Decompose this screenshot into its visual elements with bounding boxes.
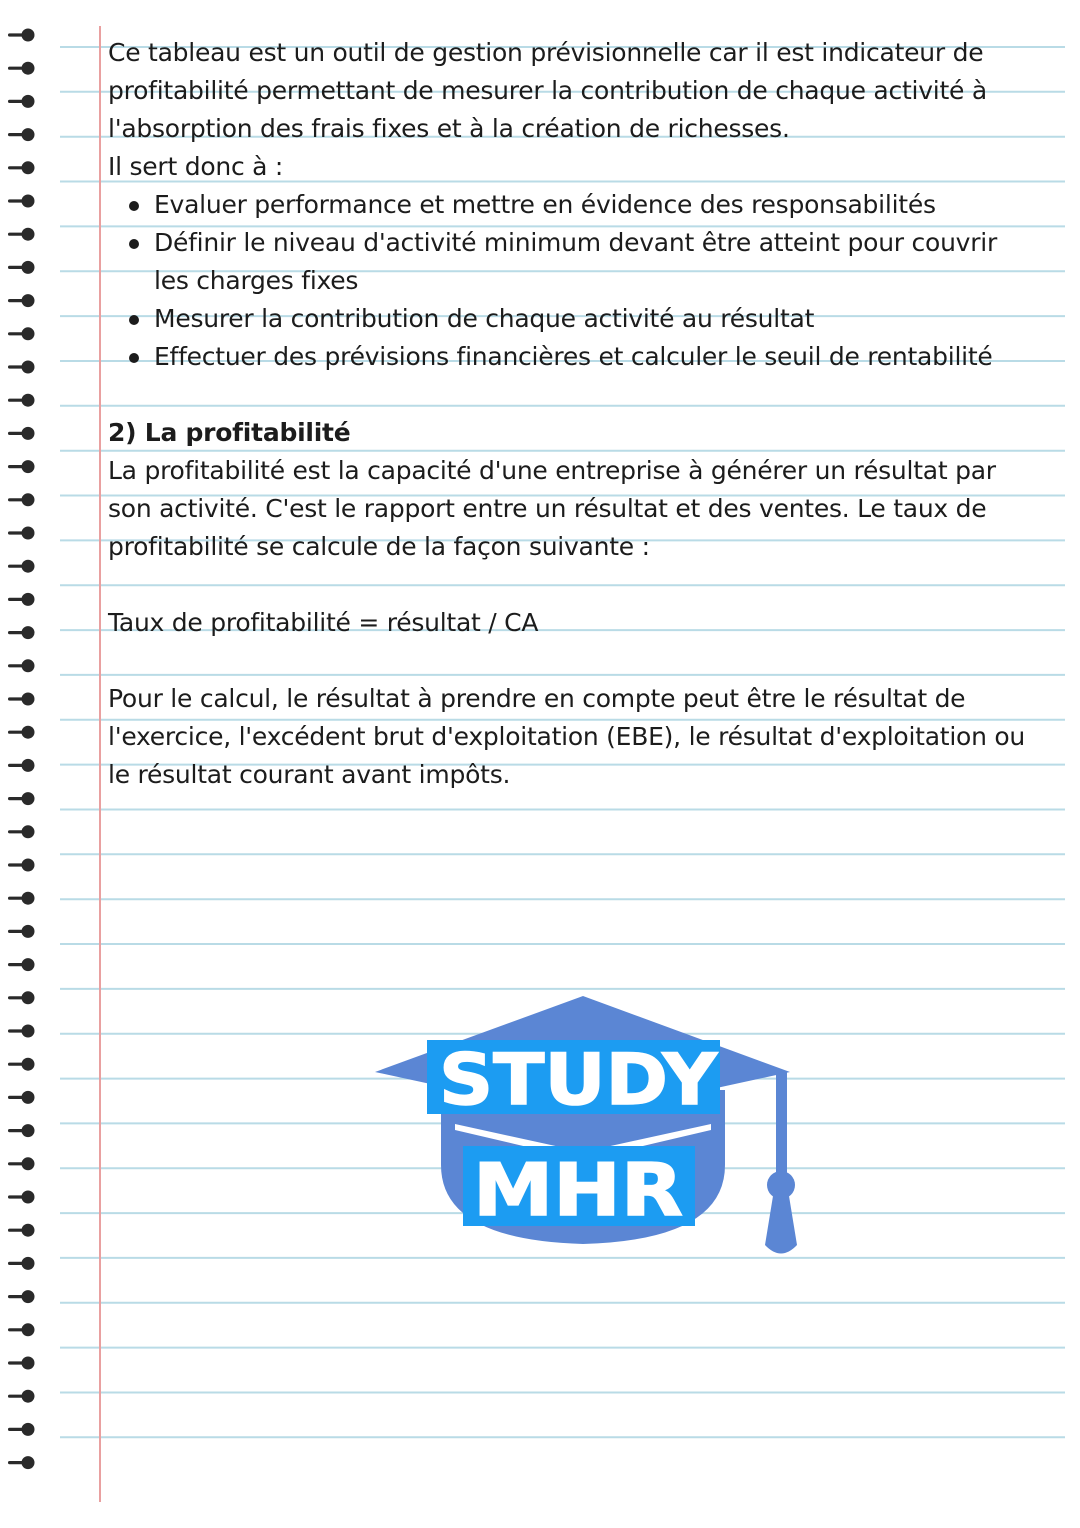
binding-ring (8, 394, 35, 407)
binding-ring (8, 958, 35, 971)
binding-ring (8, 693, 35, 706)
tassel-end (765, 1196, 797, 1254)
lead-text: Il sert donc à : (108, 152, 284, 181)
binding-ring (8, 593, 35, 606)
study-mhr-logo (372, 992, 804, 1260)
binding-ring (8, 1390, 35, 1403)
binding-ring (8, 195, 35, 208)
binding-ring (8, 659, 35, 672)
binding-ring (8, 825, 35, 838)
binding-ring (8, 327, 35, 340)
binding-ring (8, 1157, 35, 1170)
binding-ring (8, 1357, 35, 1370)
binding-ring (8, 626, 35, 639)
intro-paragraph: Ce tableau est un outil de gestion prévisionnelle car il est indicateur de profitabilité permettant de mesurer la contribution de chaque activité à l'absorption des frais fixes et à la création de richesses. (108, 38, 987, 143)
binding-ring (8, 261, 35, 274)
list-item: Mesurer la contribution de chaque activité au résultat (108, 300, 1038, 338)
document-body (108, 34, 1038, 794)
list-item: Evaluer performance et mettre en évidence des responsabilités (108, 186, 1038, 224)
binding-ring (8, 1257, 35, 1270)
binding-ring (8, 128, 35, 141)
binding-ring (8, 1058, 35, 1071)
list-item: Définir le niveau d'activité minimum devant être atteint pour couvrir les charges fixes (108, 224, 1038, 300)
definition-paragraph: La profitabilité est la capacité d'une entreprise à générer un résultat par son activité. C'est le rapport entre un résultat et des ventes. Le taux de profitabilité se calcule de la façon suivante : (108, 456, 996, 561)
binding-ring (8, 1224, 35, 1237)
formula-line: Taux de profitabilité = résultat / CA (108, 608, 539, 637)
binding-ring (8, 859, 35, 872)
binding-ring (8, 1191, 35, 1204)
binding-ring (8, 493, 35, 506)
binding-ring (8, 759, 35, 772)
binding-ring (8, 95, 35, 108)
binding-ring (8, 1124, 35, 1137)
binding-ring (8, 1456, 35, 1469)
binding-ring (8, 294, 35, 307)
binding-ring (8, 427, 35, 440)
binding-ring (8, 1423, 35, 1436)
binding-ring (8, 161, 35, 174)
logo-text-study: STUDY (439, 1039, 719, 1121)
binding-ring (8, 460, 35, 473)
spiral-binding (8, 29, 35, 1470)
binding-ring (8, 925, 35, 938)
binding-ring (8, 1091, 35, 1104)
binding-ring (8, 1025, 35, 1038)
binding-ring (8, 62, 35, 75)
bullet-list (108, 186, 1038, 376)
binding-ring (8, 527, 35, 540)
binding-ring (8, 892, 35, 905)
binding-ring (8, 726, 35, 739)
binding-ring (8, 1323, 35, 1336)
logo-text-mhr: MHR (473, 1148, 683, 1232)
binding-ring (8, 1290, 35, 1303)
binding-ring (8, 29, 35, 42)
binding-ring (8, 228, 35, 241)
tassel-knot (767, 1171, 795, 1199)
binding-ring (8, 361, 35, 374)
calc-note-paragraph: Pour le calcul, le résultat à prendre en compte peut être le résultat de l'exercice, l'excédent brut d'exploitation (EBE), le résultat d'exploitation ou le résultat courant avant impôts. (108, 684, 1026, 789)
binding-ring (8, 560, 35, 573)
section-heading: 2) La profitabilité (108, 418, 351, 447)
binding-ring (8, 792, 35, 805)
list-item: Effectuer des prévisions financières et calculer le seuil de rentabilité (108, 338, 1038, 376)
binding-ring (8, 991, 35, 1004)
